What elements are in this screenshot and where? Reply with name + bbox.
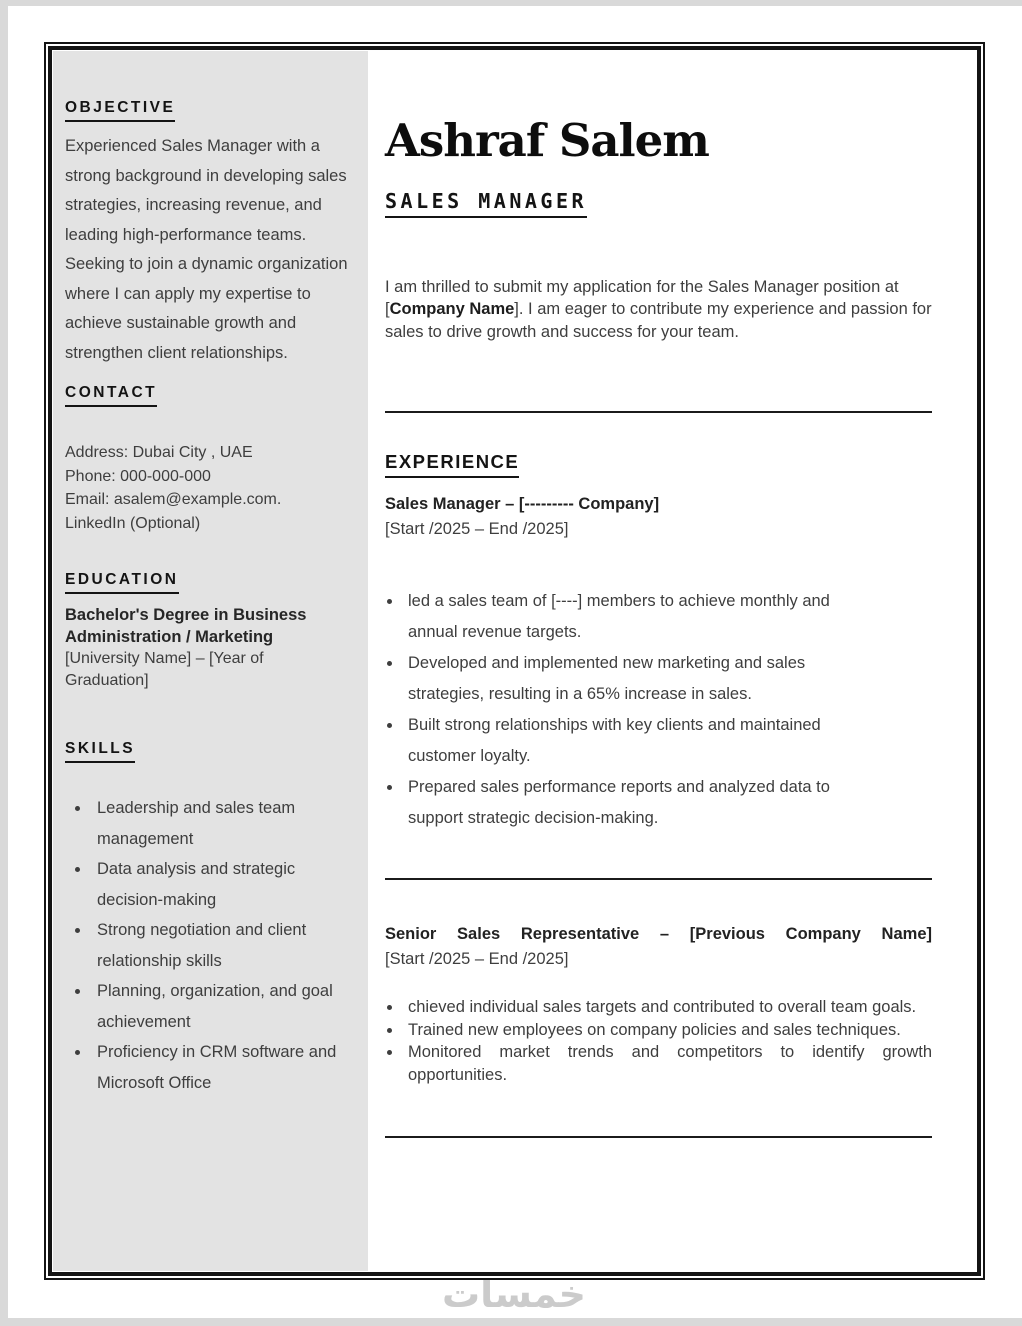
job-bullet: • chieved individual sales targets and contributed to overall team goals.: [403, 996, 932, 1019]
job-dates: [Start /2025 – End /2025]: [385, 520, 569, 539]
sidebar: [53, 51, 368, 1271]
section-divider: [385, 411, 932, 413]
job-role-title: SALES MANAGER: [385, 189, 932, 218]
skill-item: • Data analysis and strategic decision-making: [91, 854, 341, 915]
contact-line: Email: asalem@example.com.: [65, 491, 282, 508]
main-column: [368, 51, 976, 1271]
job-bullet: • led a sales team of [----] members to achieve monthly and annual revenue targets.: [403, 586, 873, 648]
job-bullet: • Prepared sales performance reports and analyzed data to support strategic decision-making.: [403, 772, 873, 834]
job-bullet-list: [385, 586, 932, 834]
intro-paragraph: I am thrilled to submit my application for the Sales Manager position at [Company Name]. I am eager to contribute my experience and passion for sales to drive growth and success for your team.: [385, 277, 932, 341]
skill-item: • Leadership and sales team management: [91, 793, 341, 854]
contact-heading: CONTACT: [65, 384, 360, 407]
company-name-placeholder: Company Name: [389, 300, 515, 319]
skill-item: • Planning, organization, and goal achievement: [91, 976, 341, 1037]
resume-page: [8, 6, 1022, 1318]
page-content: [53, 51, 976, 1271]
objective-heading: OBJECTIVE: [65, 99, 360, 122]
skills-heading: SKILLS: [65, 740, 360, 763]
job-bullet: • Trained new employees on company policies and sales techniques.: [403, 1019, 932, 1042]
objective-text: Experienced Sales Manager with a strong background in developing sales strategies, increasing revenue, and leading high-performance teams. Seeking to join a dynamic organization where I can apply my expertise to achieve sustainable growth and strengthen client relationships.: [65, 137, 348, 362]
person-name: Ashraf Salem: [385, 114, 709, 167]
experience-heading: EXPERIENCE: [385, 451, 932, 478]
section-divider: [385, 1136, 932, 1138]
skills-list: [65, 793, 360, 1098]
job-bullet: • Built strong relationships with key clients and maintained customer loyalty.: [403, 710, 873, 772]
experience-entry: [385, 924, 932, 1086]
education-degree: Bachelor's Degree in Business Administration / Marketing: [65, 606, 307, 646]
job-dates: [Start /2025 – End /2025]: [385, 950, 569, 969]
watermark-khamsat: خمسات: [442, 1272, 586, 1316]
skill-item: • Strong negotiation and client relationship skills: [91, 915, 341, 976]
skill-item: • Proficiency in CRM software and Microsoft Office: [91, 1037, 341, 1098]
contact-lines: [65, 441, 360, 535]
job-title: Sales Manager – [--------- Company]: [385, 495, 660, 514]
section-divider: [385, 878, 932, 880]
contact-line: Phone: 000-000-000: [65, 467, 211, 485]
education-institution: [University Name] – [Year of Graduation]: [65, 650, 264, 689]
contact-line: Address: Dubai City , UAE: [65, 444, 253, 461]
job-bullet-list: [385, 996, 932, 1086]
job-bullet: • Monitored market trends and competitors to identify growth opportunities.: [403, 1041, 932, 1086]
experience-entry: [385, 494, 932, 834]
education-heading: EDUCATION: [65, 571, 360, 594]
job-title: Senior Sales Representative – [Previous Company Name]: [385, 925, 932, 944]
job-bullet: • Developed and implemented new marketing and sales strategies, resulting in a 65% increase in sales.: [403, 648, 873, 710]
contact-line: LinkedIn (Optional): [65, 514, 201, 532]
